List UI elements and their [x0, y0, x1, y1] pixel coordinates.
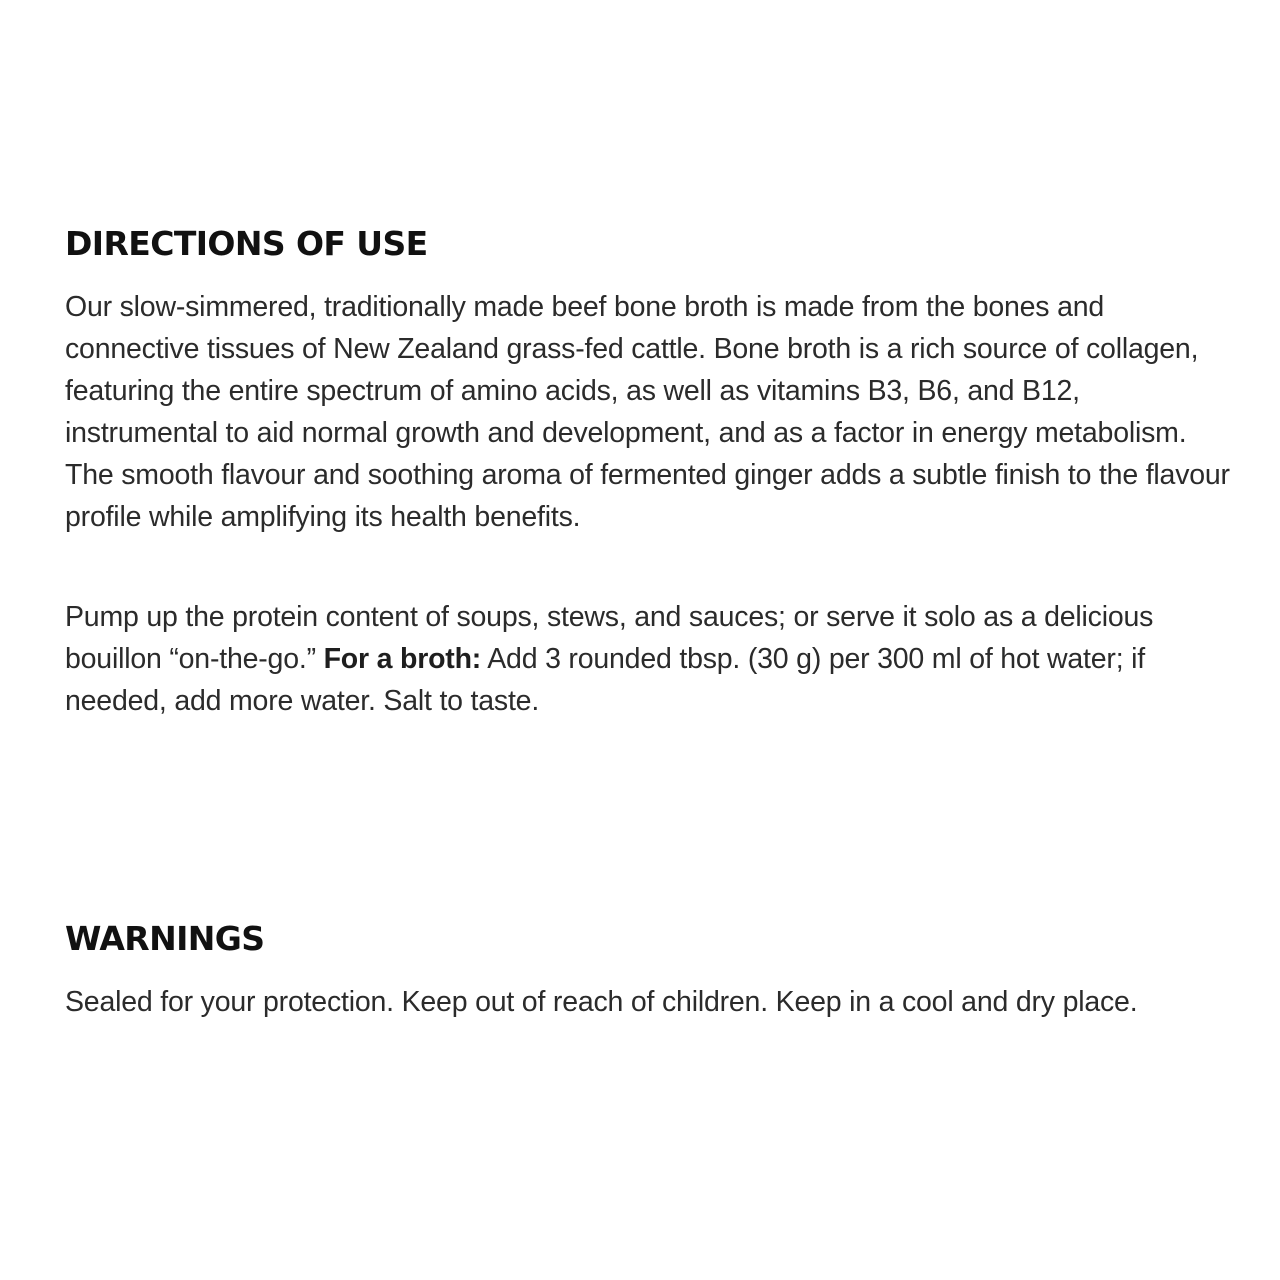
usage-lead-text: Pump up the protein content of soups, stews, and sauces; or serve it solo as a delicious bouillon “on-the-go.”	[65, 601, 1154, 675]
warnings-paragraph: Sealed for your protection. Keep out of reach of children. Keep in a cool and dry place.	[65, 986, 1138, 1018]
directions-intro-paragraph: Our slow-simmered, traditionally made beef bone broth is made from the bones and connective tissues of New Zealand grass-fed cattle. Bone broth is a rich source of collagen, featuring the entire spectrum of amino acids, as well as vitamins B3, B6, and B12, instrumental to aid normal growth and development, and as a factor in energy metabolism. The smooth flavour and soothing aroma of fermented ginger adds a subtle finish to the flavour profile while amplifying its health benefits.	[65, 291, 1230, 533]
warnings-section	[65, 917, 1235, 1023]
warnings-heading: WARNINGS	[65, 919, 265, 958]
usage-instructions-text: Add 3 rounded tbsp. (30 g) per 300 ml of hot water; if needed, add more water. Salt to taste.	[65, 643, 1145, 717]
directions-heading: DIRECTIONS OF USE	[65, 224, 428, 263]
directions-section	[65, 222, 1235, 722]
usage-bold-label: For a broth:	[323, 643, 482, 675]
directions-usage-paragraph	[65, 596, 1235, 722]
